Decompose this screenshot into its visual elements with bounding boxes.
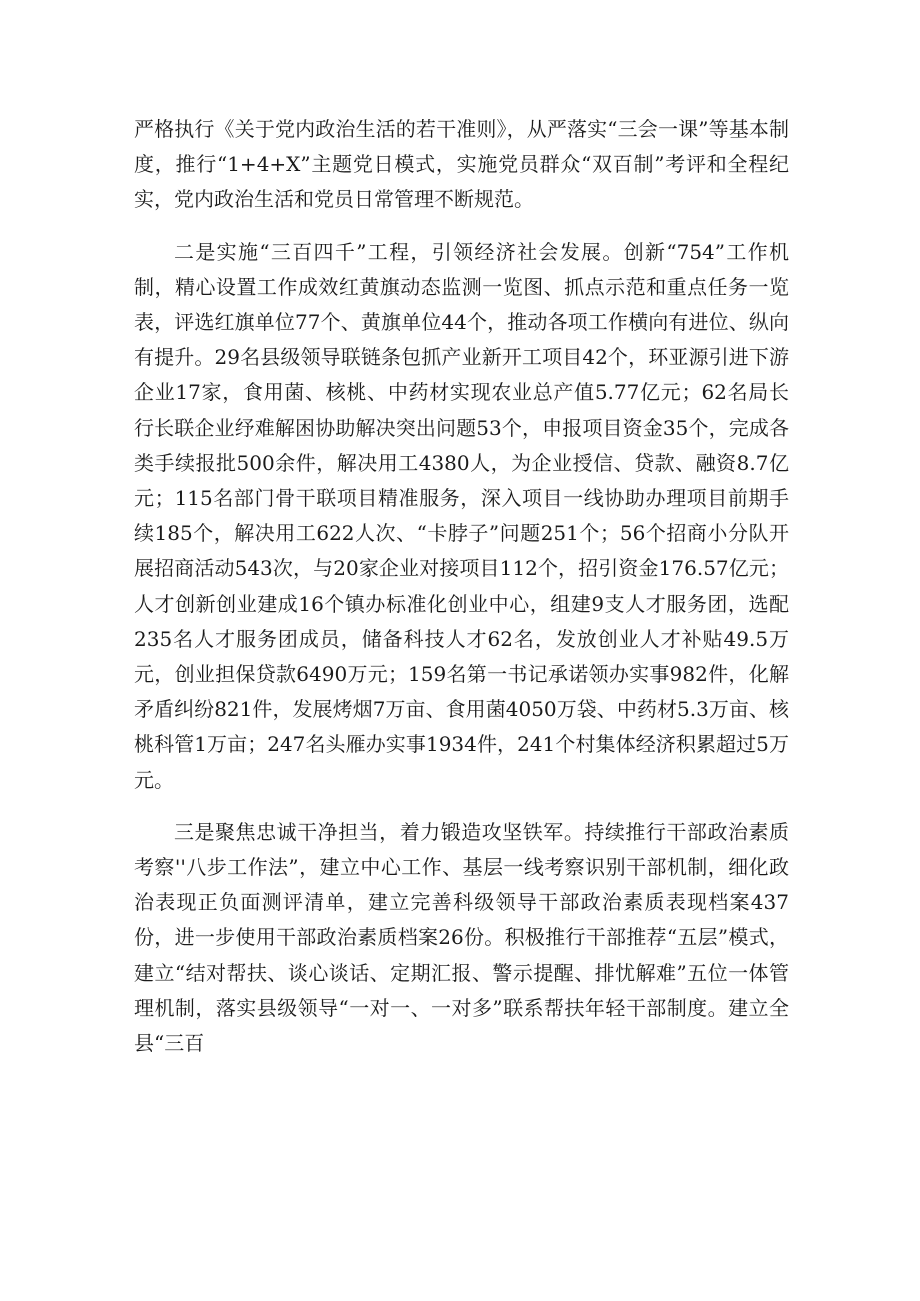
paragraph-cadre-team-building: 三是聚焦忠诚干净担当，着力锻造攻坚铁军。持续推行干部政治素质考察''八步工作法”，建立中心工作、基层一线考察识别干部机制，细化政治表现正负面测评清单，建立完善科级领导干部政治素质表现档案437份，进一步使用干部政治素质档案26份。积极推行干部推荐“五层”模式，建立“结对帮扶、谈心谈话、定期汇报、警示提醒、排忧解难”五位一体管理机制，落实县级领导“一对一、一对多”联系帮扶年轻干部制度。建立全县“三百 [134,819,789,1056]
paragraph-party-life-continuation: 严格执行《关于党内政治生活的若干准则》，从严落实“三会一课”等基本制度，推行“1+4+X”主题党日模式，实施党员群众“双百制”考评和全程纪实，党内政治生活和党员日常管理不断规范。 [134,117,789,212]
document-body [134,112,789,1061]
paragraph-three-hundred-four-thousand-project: 二是实施“三百四千”工程，引领经济社会发展。创新“754”工作机制，精心设置工作成效红黄旗动态监测一览图、抓点示范和重点任务一览表，评选红旗单位77个、黄旗单位44个，推动各项工作横向有进位、纵向有提升。29名县级领导联链条包抓产业新开工项目42个，环亚源引进下游企业17家，食用菌、核桃、中药材实现农业总产值5.77亿元；62名局长行长联企业纾难解困协助解决突出问题53个，申报项目资金35个，完成各类手续报批500余件，解决用工4380人，为企业授信、贷款、融资8.7亿元；115名部门骨干联项目精准服务，深入项目一线协助办理项目前期手续185个，解决用工622人次、“卡脖子”问题251个；56个招商小分队开展招商活动543次，与20家企业对接项目112个，招引资金176.57亿元；人才创新创业建成16个镇办标准化创业中心，组建9支人才服务团，选配235名人才服务团成员，储备科技人才62名，发放创业人才补贴49.5万元，创业担保贷款6490万元；159名第一书记承诺领办实事982件，化解矛盾纠纷821件，发展烤烟7万亩、食用菌4050万袋、中药材5.3万亩、核桃科管1万亩；247名头雁办实事1934件，241个村集体经济积累超过5万元。 [134,239,789,792]
